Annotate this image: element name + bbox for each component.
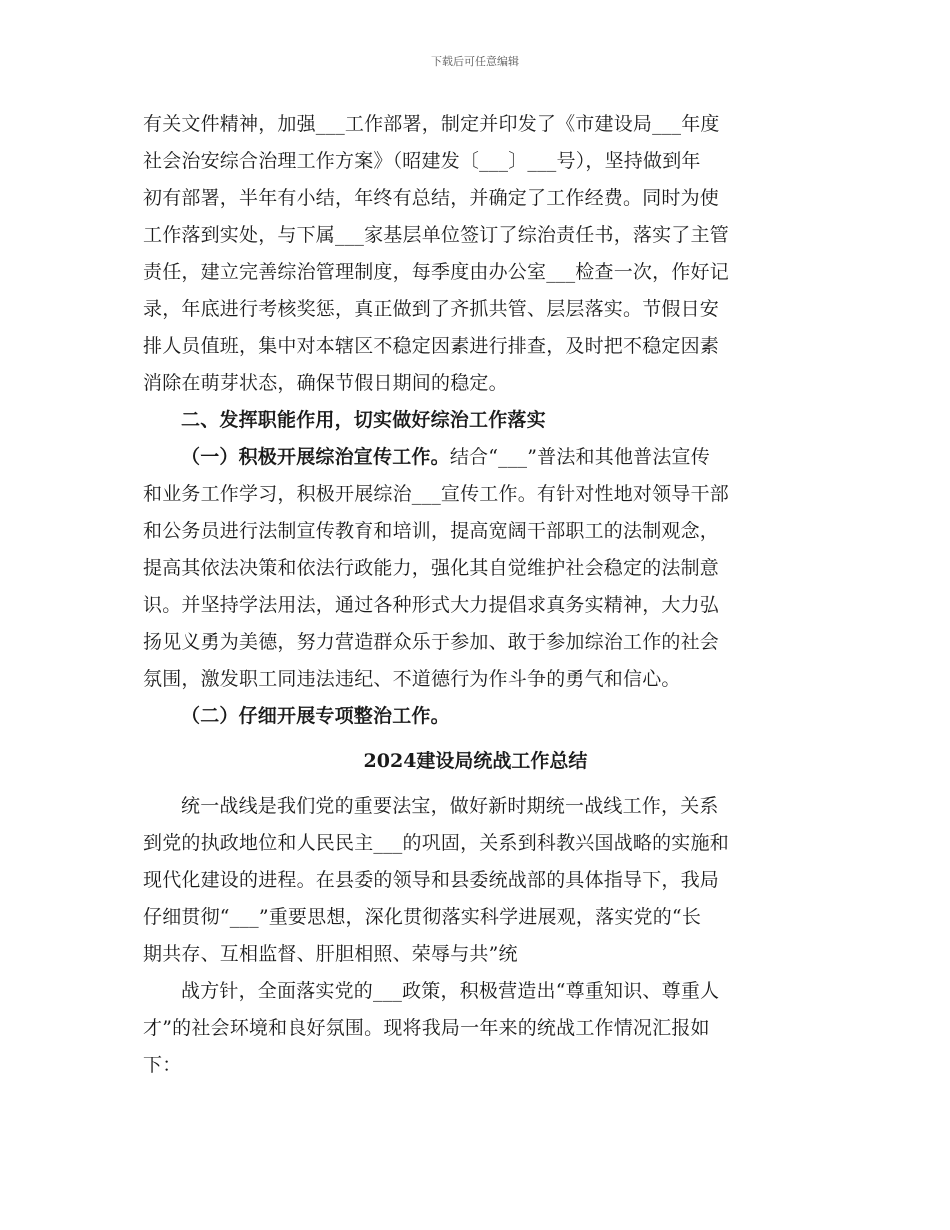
text-line: 扬见义勇为美德，努力营造群众乐于参加、敢于参加综治工作的社会 <box>143 631 720 653</box>
page-header: 下载后可任意编辑 <box>431 55 519 68</box>
text-line: 和公务员进行法制宣传教育和培训，提高宽阔干部职工的法制观念， <box>143 520 720 542</box>
text-line: 和业务工作学习，积极开展综治___宣传工作。有针对性地对领导干部 <box>143 483 729 505</box>
text-line: 期共存、互相监督、肝胆相照、荣辱与共”统 <box>143 943 518 965</box>
text-line: 排人员值班，集中对本辖区不稳定因素进行排查，及时把不稳定因素 <box>143 335 720 357</box>
text-line: 有关文件精神，加强___工作部署，制定并印发了《市建设局___年度 <box>143 113 720 135</box>
text-line: 才”的社会环境和良好氛围。现将我局一年来的统战工作情况汇报如 <box>143 1017 710 1039</box>
text-line: 现代化建设的进程。在县委的领导和县委统战部的具体指导下，我局 <box>143 869 720 891</box>
section-heading: 二、发挥职能作用，切实做好综治工作落实 <box>181 409 546 431</box>
text-line: 氛围，激发职工同违法违纪、不道德行为作斗争的勇气和信心。 <box>143 668 681 690</box>
text-line: 到党的执政地位和人民民主___的巩固，关系到科教兴国战略的实施和 <box>143 832 729 854</box>
text-line: 识。并坚持学法用法，通过各种形式大力提倡求真务实精神，大力弘 <box>143 594 720 616</box>
text-line: 消除在萌芽状态，确保节假日期间的稳定。 <box>143 372 508 394</box>
document-body <box>143 106 808 1084</box>
text-line: 战方针，全面落实党的___政策，积极营造出“尊重知识、尊重人 <box>181 980 720 1002</box>
text-line: 责任，建立完善综治管理制度，每季度由办公室___检查一次，作好记 <box>143 261 729 283</box>
document-title: 2024建设局统战工作总结 <box>363 750 588 772</box>
text-line: 下： <box>143 1054 182 1076</box>
text-line: 提高其依法决策和依法行政能力，强化其自觉维护社会稳定的法制意 <box>143 557 720 579</box>
subsection-line <box>143 439 808 476</box>
text-line: 社会治安综合治理工作方案》（昭建发〔___〕___号），坚持做到年 <box>143 150 701 172</box>
subsection-title: （二）仔细开展专项整治工作。 <box>181 705 450 727</box>
subsection-text: 结合“___”普法和其他普法宣传 <box>449 446 710 468</box>
text-line: 统一战线是我们党的重要法宝，做好新时期统一战线工作，关系 <box>181 795 719 817</box>
text-line: 仔细贯彻“___”重要思想，深化贯彻落实科学进展观，落实党的“长 <box>143 906 702 928</box>
text-line: 初有部署，半年有小结，年终有总结，并确定了工作经费。同时为使 <box>143 187 720 209</box>
text-line: 录，年底进行考核奖惩，真正做到了齐抓共管、层层落实。节假日安 <box>143 298 720 320</box>
subsection-title: （一）积极开展综治宣传工作。 <box>181 446 450 468</box>
text-line: 工作落到实处，与下属___家基层单位签订了综治责任书，落实了主管 <box>143 224 729 246</box>
